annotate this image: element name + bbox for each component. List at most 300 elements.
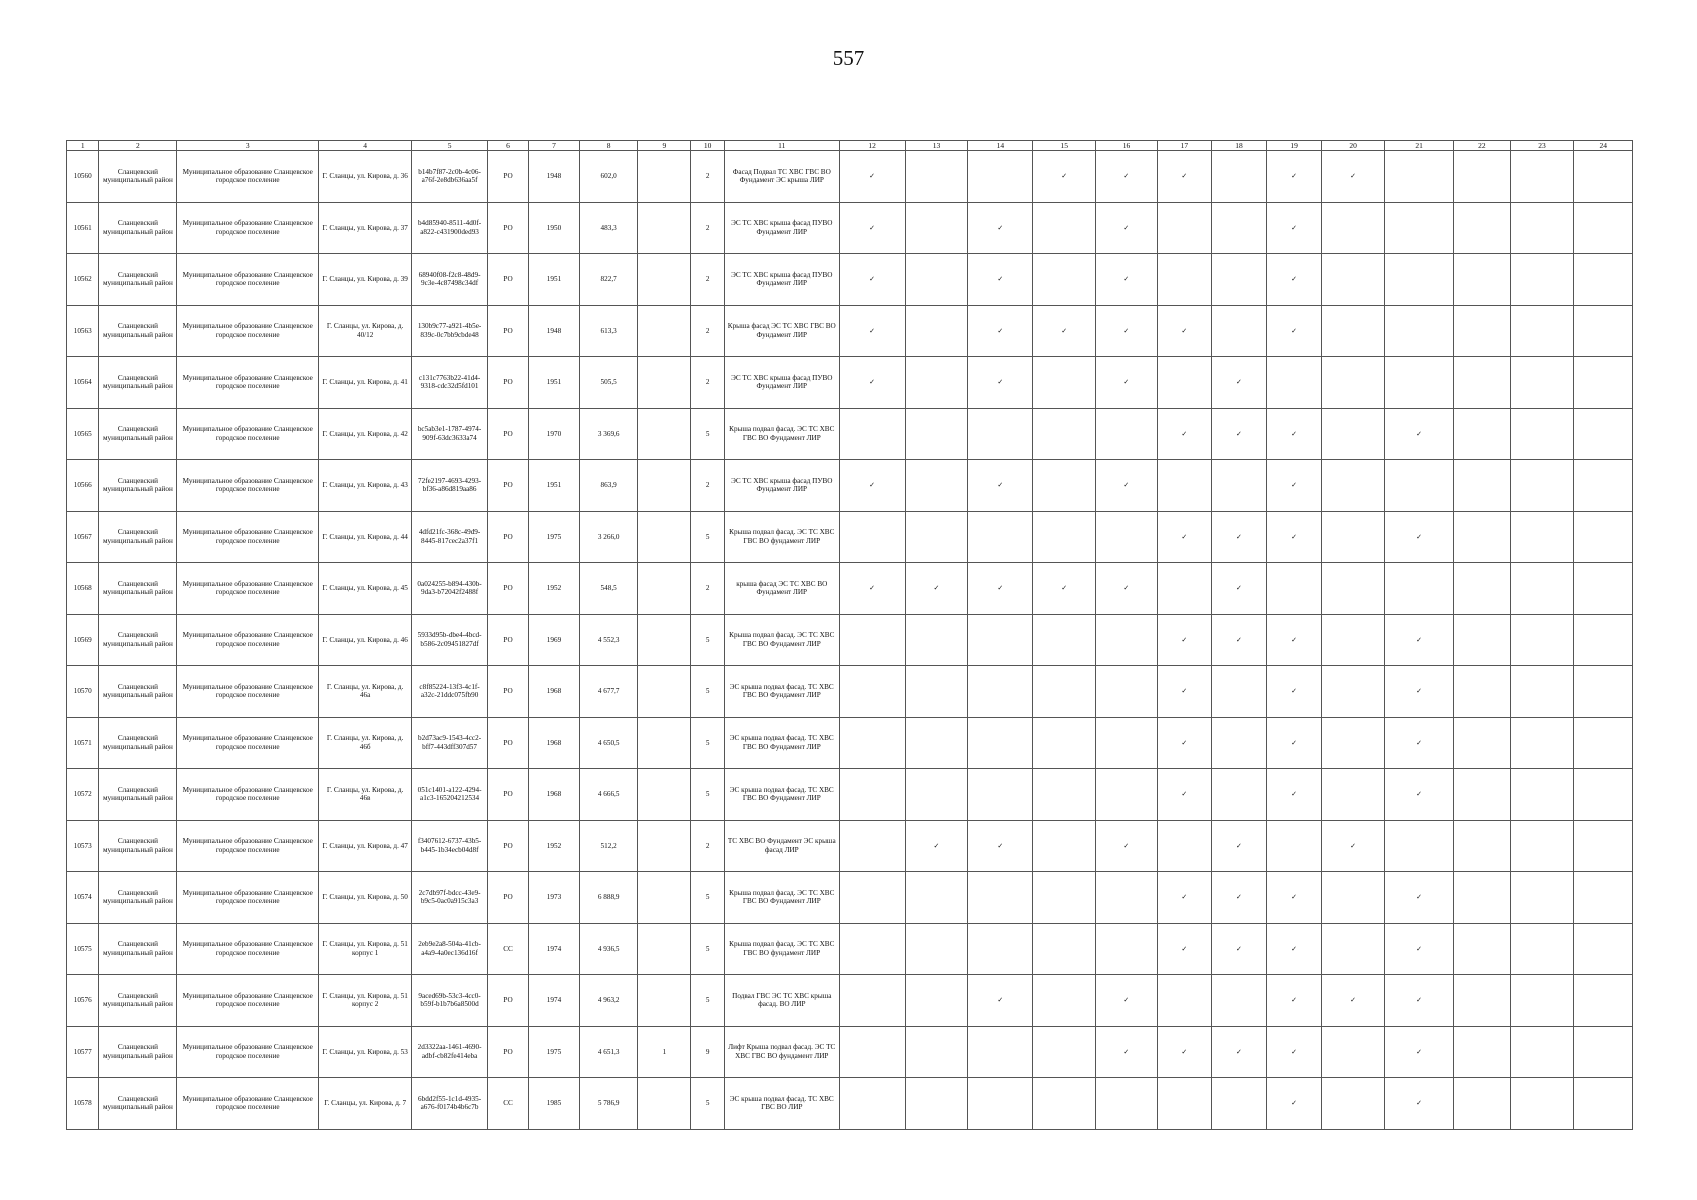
check-mark-icon: ✓ [1157,872,1211,924]
year-cell: 1951 [529,460,580,512]
column-10-cell: 2 [691,305,725,357]
ownership-cell: РО [487,202,528,254]
check-mark-icon: ✓ [1267,666,1322,718]
empty-cell [1157,820,1211,872]
year-cell: 1975 [529,511,580,563]
empty-cell [1096,666,1158,718]
empty-cell [1574,717,1633,769]
empty-cell [1574,254,1633,306]
check-mark-icon: ✓ [1385,666,1454,718]
ownership-cell: РО [487,872,528,924]
column-header-17: 17 [1157,141,1211,151]
empty-cell [1510,254,1574,306]
address-cell: Г. Сланцы, ул. Кирова, д. 53 [319,1026,412,1078]
column-9-cell [638,614,691,666]
column-9-cell [638,460,691,512]
empty-cell [1454,511,1510,563]
district-cell: Сланцевский муниципальный район [99,614,177,666]
empty-cell [1454,1026,1510,1078]
empty-cell [1157,202,1211,254]
district-cell: Сланцевский муниципальный район [99,460,177,512]
works-cell: ЭС крыша подвал фасад. ТС ХВС ГВС ВО Фундамент ЛИР [724,666,839,718]
ownership-cell: РО [487,666,528,718]
works-cell: Крыша подвал фасад. ЭС ТС ХВС ГВС ВО Фундамент ЛИР [724,872,839,924]
year-cell: 1985 [529,1078,580,1130]
row-id: 10563 [67,305,99,357]
guid-cell: b14b7f87-2c0b-4c06-a76f-2e8db636aa5f [412,151,488,203]
check-mark-icon: ✓ [968,820,1033,872]
empty-cell [905,975,968,1027]
check-mark-icon: ✓ [839,460,905,512]
empty-cell [968,151,1033,203]
empty-cell [905,769,968,821]
empty-cell [1510,1078,1574,1130]
address-cell: Г. Сланцы, ул. Кирова, д. 46а [319,666,412,718]
year-cell: 1951 [529,357,580,409]
empty-cell [1574,357,1633,409]
column-9-cell [638,202,691,254]
table-row [67,202,1633,254]
empty-cell [839,769,905,821]
guid-cell: 2eb9e2a8-504a-41cb-a4a9-4a0ec136d16f [412,923,488,975]
empty-cell [1096,923,1158,975]
empty-cell [1157,357,1211,409]
check-mark-icon: ✓ [1385,923,1454,975]
empty-cell [1454,769,1510,821]
empty-cell [1574,511,1633,563]
empty-cell [1454,460,1510,512]
works-cell: Крыша подвал фасад. ЭС ТС ХВС ГВС ВО фундамент ЛИР [724,511,839,563]
check-mark-icon: ✓ [1157,408,1211,460]
municipality-cell: Муниципальное образование Сланцевское городское поселение [177,460,319,512]
column-header-23: 23 [1510,141,1574,151]
empty-cell [1033,1026,1096,1078]
works-cell: Подвал ГВС ЭС ТС ХВС крыша фасад. ВО ЛИР [724,975,839,1027]
empty-cell [1033,975,1096,1027]
empty-cell [1454,254,1510,306]
check-mark-icon: ✓ [839,151,905,203]
empty-cell [1033,254,1096,306]
row-id: 10571 [67,717,99,769]
empty-cell [968,872,1033,924]
column-9-cell [638,254,691,306]
year-cell: 1975 [529,1026,580,1078]
empty-cell [1510,460,1574,512]
area-cell: 483,3 [579,202,637,254]
empty-cell [1267,357,1322,409]
check-mark-icon: ✓ [1211,872,1266,924]
municipality-cell: Муниципальное образование Сланцевское городское поселение [177,717,319,769]
check-mark-icon: ✓ [1267,1026,1322,1078]
column-header-8: 8 [579,141,637,151]
column-header-15: 15 [1033,141,1096,151]
year-cell: 1948 [529,305,580,357]
empty-cell [968,923,1033,975]
table-row [67,563,1633,615]
row-id: 10566 [67,460,99,512]
guid-cell: 5933d95b-dbe4-4bcd-b586-2c09451827df [412,614,488,666]
empty-cell [905,357,968,409]
empty-cell [905,460,968,512]
district-cell: Сланцевский муниципальный район [99,1026,177,1078]
row-id: 10577 [67,1026,99,1078]
column-10-cell: 2 [691,254,725,306]
municipality-cell: Муниципальное образование Сланцевское городское поселение [177,820,319,872]
empty-cell [1322,408,1385,460]
check-mark-icon: ✓ [1157,717,1211,769]
column-9-cell [638,923,691,975]
check-mark-icon: ✓ [1267,975,1322,1027]
column-9-cell [638,408,691,460]
empty-cell [1574,460,1633,512]
empty-cell [905,666,968,718]
guid-cell: 4dfd21fc-368c-49d9-8445-817cec2a37f1 [412,511,488,563]
check-mark-icon: ✓ [1157,769,1211,821]
empty-cell [1211,769,1266,821]
empty-cell [839,717,905,769]
check-mark-icon: ✓ [1385,975,1454,1027]
ownership-cell: РО [487,357,528,409]
address-cell: Г. Сланцы, ул. Кирова, д. 46в [319,769,412,821]
address-cell: Г. Сланцы, ул. Кирова, д. 7 [319,1078,412,1130]
empty-cell [1157,563,1211,615]
table-row [67,357,1633,409]
empty-cell [1096,1078,1158,1130]
works-cell: Крыша подвал фасад. ЭС ТС ХВС ГВС ВО фундамент ЛИР [724,923,839,975]
check-mark-icon: ✓ [1211,614,1266,666]
works-cell: ЭС ТС ХВС крыша фасад ПУВО Фундамент ЛИР [724,357,839,409]
table-row [67,511,1633,563]
check-mark-icon: ✓ [1267,305,1322,357]
column-header-2: 2 [99,141,177,151]
row-id: 10562 [67,254,99,306]
empty-cell [1033,460,1096,512]
column-header-14: 14 [968,141,1033,151]
check-mark-icon: ✓ [839,254,905,306]
empty-cell [1267,563,1322,615]
column-10-cell: 5 [691,975,725,1027]
empty-cell [839,1078,905,1130]
column-header-3: 3 [177,141,319,151]
year-cell: 1968 [529,717,580,769]
check-mark-icon: ✓ [1096,460,1158,512]
empty-cell [839,1026,905,1078]
check-mark-icon: ✓ [1267,614,1322,666]
empty-cell [1454,305,1510,357]
column-10-cell: 5 [691,769,725,821]
check-mark-icon: ✓ [1322,151,1385,203]
district-cell: Сланцевский муниципальный район [99,563,177,615]
empty-cell [1510,202,1574,254]
works-cell: Крыша подвал фасад. ЭС ТС ХВС ГВС ВО Фундамент ЛИР [724,614,839,666]
check-mark-icon: ✓ [1211,408,1266,460]
row-id: 10570 [67,666,99,718]
empty-cell [1096,872,1158,924]
municipality-cell: Муниципальное образование Сланцевское городское поселение [177,666,319,718]
works-cell: ТС ХВС ВО Фундамент ЭС крыша фасад ЛИР [724,820,839,872]
district-cell: Сланцевский муниципальный район [99,820,177,872]
empty-cell [1033,666,1096,718]
empty-cell [1454,666,1510,718]
check-mark-icon: ✓ [1267,254,1322,306]
row-id: 10560 [67,151,99,203]
year-cell: 1952 [529,820,580,872]
check-mark-icon: ✓ [1267,717,1322,769]
table-row [67,769,1633,821]
year-cell: 1951 [529,254,580,306]
empty-cell [1510,614,1574,666]
guid-cell: 130b9c77-a921-4b5e-839c-0c7bb9cbde48 [412,305,488,357]
works-cell: Крыша фасад ЭС ТС ХВС ГВС ВО Фундамент ЛИР [724,305,839,357]
empty-cell [905,923,968,975]
empty-cell [1322,872,1385,924]
empty-cell [1211,460,1266,512]
empty-cell [839,975,905,1027]
empty-cell [1322,1026,1385,1078]
district-cell: Сланцевский муниципальный район [99,151,177,203]
check-mark-icon: ✓ [1157,1026,1211,1078]
table-row [67,151,1633,203]
check-mark-icon: ✓ [968,357,1033,409]
check-mark-icon: ✓ [1096,151,1158,203]
municipality-cell: Муниципальное образование Сланцевское городское поселение [177,357,319,409]
area-cell: 4 666,5 [579,769,637,821]
check-mark-icon: ✓ [1096,820,1158,872]
year-cell: 1948 [529,151,580,203]
column-header-11: 11 [724,141,839,151]
empty-cell [839,511,905,563]
check-mark-icon: ✓ [839,563,905,615]
address-cell: Г. Сланцы, ул. Кирова, д. 46б [319,717,412,769]
empty-cell [1574,563,1633,615]
empty-cell [1510,717,1574,769]
empty-cell [1454,614,1510,666]
ownership-cell: РО [487,563,528,615]
column-header-5: 5 [412,141,488,151]
column-10-cell: 5 [691,614,725,666]
empty-cell [1211,151,1266,203]
district-cell: Сланцевский муниципальный район [99,202,177,254]
guid-cell: 6bdd2f55-1c1d-4935-a676-f0174b4b6c7b [412,1078,488,1130]
check-mark-icon: ✓ [1033,305,1096,357]
column-header-21: 21 [1385,141,1454,151]
empty-cell [839,614,905,666]
empty-cell [1454,820,1510,872]
column-10-cell: 5 [691,666,725,718]
works-cell: ЭС крыша подвал фасад. ТС ХВС ГВС ВО ЛИР [724,1078,839,1130]
guid-cell: 68940f08-f2c8-48d9-9c3e-4c87498c34df [412,254,488,306]
district-cell: Сланцевский муниципальный район [99,511,177,563]
empty-cell [968,408,1033,460]
empty-cell [1510,511,1574,563]
check-mark-icon: ✓ [839,357,905,409]
check-mark-icon: ✓ [1211,1026,1266,1078]
empty-cell [1211,1078,1266,1130]
area-cell: 4 651,3 [579,1026,637,1078]
check-mark-icon: ✓ [1096,254,1158,306]
table-row [67,614,1633,666]
ownership-cell: РО [487,820,528,872]
district-cell: Сланцевский муниципальный район [99,975,177,1027]
ownership-cell: СС [487,1078,528,1130]
row-id: 10564 [67,357,99,409]
municipality-cell: Муниципальное образование Сланцевское городское поселение [177,1026,319,1078]
guid-cell: c8f85224-13f3-4c1f-a32c-21ddc075fb90 [412,666,488,718]
row-id: 10572 [67,769,99,821]
empty-cell [1033,357,1096,409]
column-9-cell [638,820,691,872]
row-id: 10574 [67,872,99,924]
guid-cell: bc5ab3e1-1787-4974-909f-63dc3633a74 [412,408,488,460]
empty-cell [1574,820,1633,872]
column-header-9: 9 [638,141,691,151]
address-cell: Г. Сланцы, ул. Кирова, д. 44 [319,511,412,563]
empty-cell [1454,357,1510,409]
empty-cell [1033,408,1096,460]
address-cell: Г. Сланцы, ул. Кирова, д. 47 [319,820,412,872]
district-cell: Сланцевский муниципальный район [99,305,177,357]
guid-cell: 2d3322aa-1461-4690-adbf-cb82fe414eba [412,1026,488,1078]
check-mark-icon: ✓ [1267,872,1322,924]
check-mark-icon: ✓ [1211,923,1266,975]
check-mark-icon: ✓ [1157,511,1211,563]
year-cell: 1974 [529,923,580,975]
municipality-cell: Муниципальное образование Сланцевское городское поселение [177,1078,319,1130]
empty-cell [1510,975,1574,1027]
empty-cell [905,872,968,924]
column-header-10: 10 [691,141,725,151]
column-10-cell: 2 [691,202,725,254]
table-row [67,923,1633,975]
year-cell: 1968 [529,666,580,718]
year-cell: 1952 [529,563,580,615]
municipality-cell: Муниципальное образование Сланцевское городское поселение [177,202,319,254]
check-mark-icon: ✓ [1267,511,1322,563]
municipality-cell: Муниципальное образование Сланцевское городское поселение [177,614,319,666]
empty-cell [1157,254,1211,306]
area-cell: 3 369,6 [579,408,637,460]
empty-cell [1510,1026,1574,1078]
column-9-cell [638,357,691,409]
district-cell: Сланцевский муниципальный район [99,923,177,975]
district-cell: Сланцевский муниципальный район [99,872,177,924]
empty-cell [905,202,968,254]
check-mark-icon: ✓ [1385,614,1454,666]
empty-cell [1510,872,1574,924]
empty-cell [1211,202,1266,254]
empty-cell [1211,975,1266,1027]
empty-cell [1574,1078,1633,1130]
column-9-cell [638,666,691,718]
column-9-cell [638,975,691,1027]
check-mark-icon: ✓ [1385,511,1454,563]
empty-cell [968,614,1033,666]
empty-cell [1454,872,1510,924]
area-cell: 505,5 [579,357,637,409]
empty-cell [968,717,1033,769]
guid-cell: 051c1401-a122-4294-a1c3-165204212534 [412,769,488,821]
check-mark-icon: ✓ [1157,614,1211,666]
empty-cell [905,305,968,357]
empty-cell [1211,666,1266,718]
check-mark-icon: ✓ [1267,151,1322,203]
ownership-cell: СС [487,923,528,975]
check-mark-icon: ✓ [1211,820,1266,872]
row-id: 10565 [67,408,99,460]
empty-cell [1157,1078,1211,1130]
check-mark-icon: ✓ [1096,1026,1158,1078]
ownership-cell: РО [487,975,528,1027]
empty-cell [1322,202,1385,254]
empty-cell [1385,563,1454,615]
empty-cell [1033,511,1096,563]
address-cell: Г. Сланцы, ул. Кирова, д. 45 [319,563,412,615]
guid-cell: b4d85940-8511-4d0f-a822-c431900ded93 [412,202,488,254]
check-mark-icon: ✓ [1385,1078,1454,1130]
check-mark-icon: ✓ [1267,769,1322,821]
check-mark-icon: ✓ [1385,717,1454,769]
column-header-13: 13 [905,141,968,151]
empty-cell [905,254,968,306]
column-10-cell: 5 [691,717,725,769]
empty-cell [1574,975,1633,1027]
column-header-16: 16 [1096,141,1158,151]
column-9-cell [638,872,691,924]
empty-cell [1574,305,1633,357]
row-id: 10573 [67,820,99,872]
table-row [67,975,1633,1027]
works-cell: Фасад Подвал ТС ХВС ГВС ВО Фундамент ЭС крыша ЛИР [724,151,839,203]
check-mark-icon: ✓ [1033,151,1096,203]
empty-cell [1385,820,1454,872]
empty-cell [1510,820,1574,872]
empty-cell [1574,408,1633,460]
municipality-cell: Муниципальное образование Сланцевское городское поселение [177,923,319,975]
empty-cell [1574,769,1633,821]
works-cell: крыша фасад ЭС ТС ХВС ВО Фундамент ЛИР [724,563,839,615]
empty-cell [1033,769,1096,821]
area-cell: 4 936,5 [579,923,637,975]
row-id: 10575 [67,923,99,975]
check-mark-icon: ✓ [968,975,1033,1027]
check-mark-icon: ✓ [968,563,1033,615]
area-cell: 6 888,9 [579,872,637,924]
municipality-cell: Муниципальное образование Сланцевское городское поселение [177,769,319,821]
check-mark-icon: ✓ [1322,975,1385,1027]
check-mark-icon: ✓ [1096,202,1158,254]
area-cell: 822,7 [579,254,637,306]
ownership-cell: РО [487,769,528,821]
column-10-cell: 2 [691,460,725,512]
empty-cell [1510,408,1574,460]
column-header-20: 20 [1322,141,1385,151]
empty-cell [968,1026,1033,1078]
column-10-cell: 9 [691,1026,725,1078]
empty-cell [1322,769,1385,821]
area-cell: 4 552,3 [579,614,637,666]
check-mark-icon: ✓ [1157,305,1211,357]
address-cell: Г. Сланцы, ул. Кирова, д. 42 [319,408,412,460]
check-mark-icon: ✓ [968,460,1033,512]
municipality-cell: Муниципальное образование Сланцевское городское поселение [177,151,319,203]
check-mark-icon: ✓ [1157,151,1211,203]
works-cell: Лифт Крыша подвал фасад. ЭС ТС ХВС ГВС ВО фундамент ЛИР [724,1026,839,1078]
empty-cell [1510,769,1574,821]
empty-cell [1211,305,1266,357]
empty-cell [1033,872,1096,924]
area-cell: 602,0 [579,151,637,203]
guid-cell: c131c7763b22-41d4-9318-cdc32d5fd101 [412,357,488,409]
